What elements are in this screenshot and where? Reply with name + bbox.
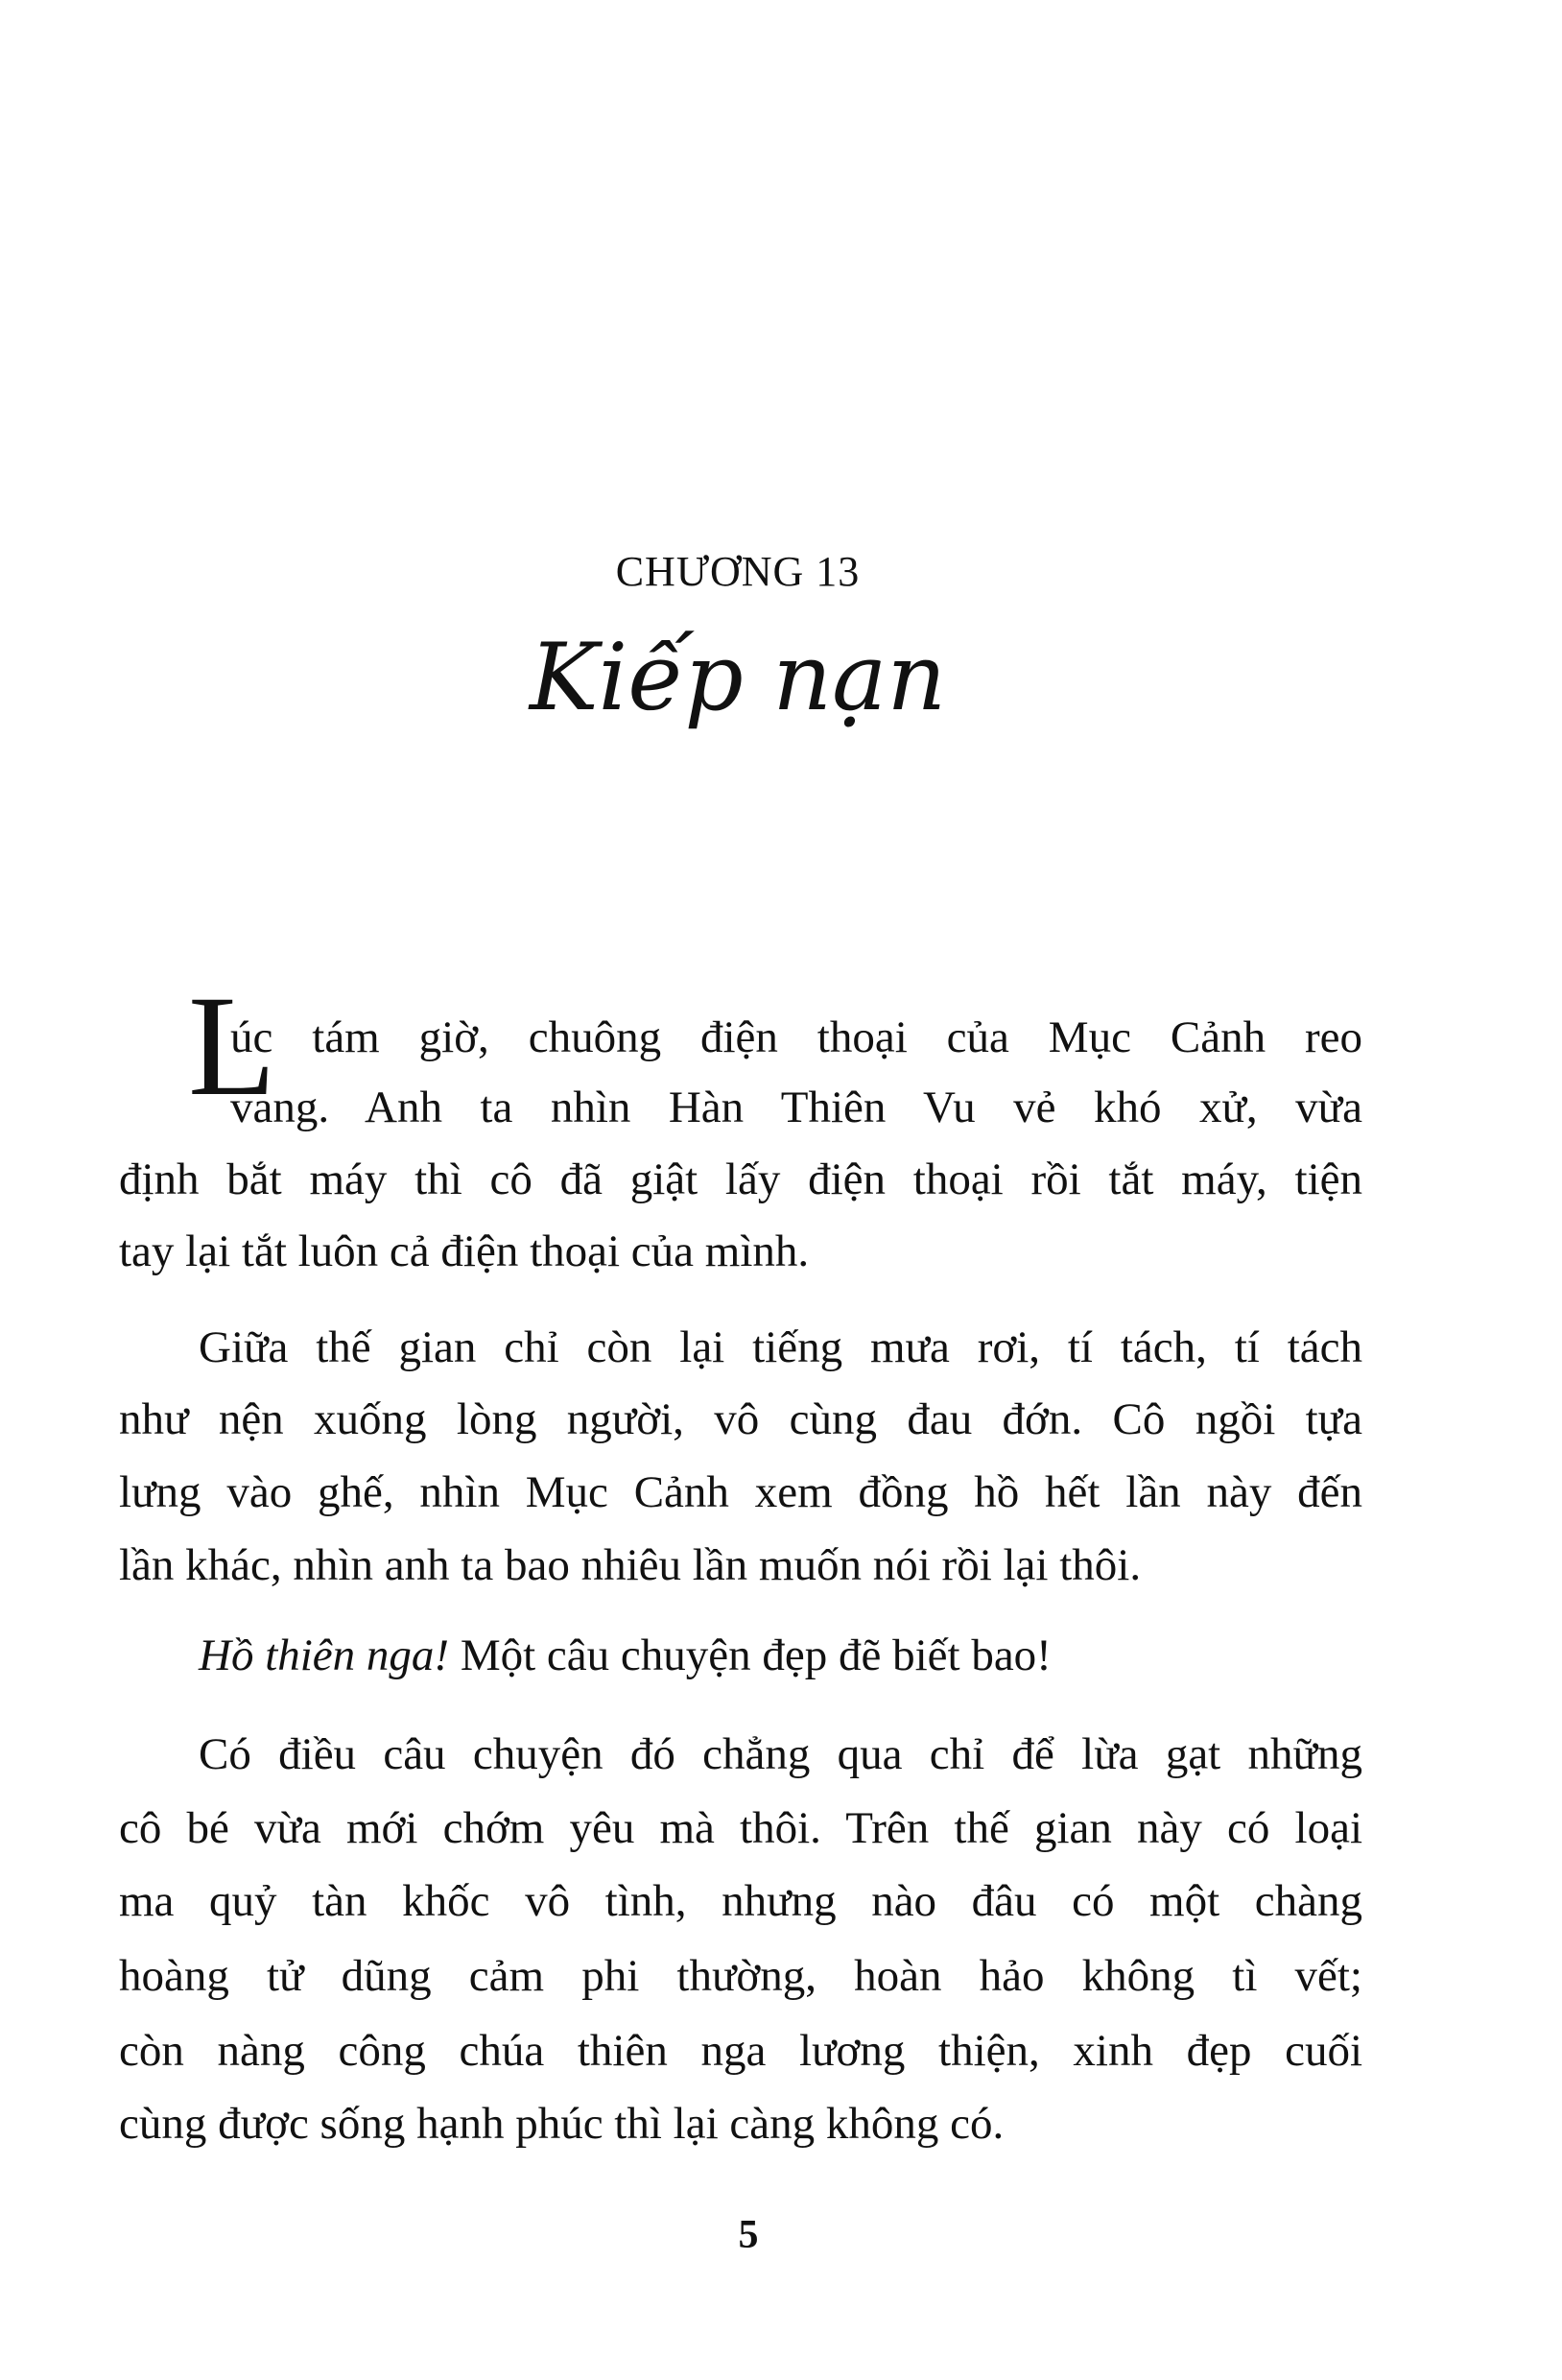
text-line — [199, 1620, 1362, 1692]
text-span: Một câu chuyện đẹp đẽ biết bao! — [449, 1630, 1052, 1680]
text-line: lưng vào ghế, nhìn Mục Cảnh xem đồng hồ hết lần này đến — [119, 1467, 1362, 1517]
italic-phrase: Hồ thiên nga! — [199, 1630, 450, 1680]
text-line: định bắt máy thì cô đã giật lấy điện thoại rồi tắt máy, tiện — [119, 1154, 1362, 1204]
text-line: tay lại tắt luôn cả điện thoại của mình. — [119, 1226, 810, 1276]
chapter-title: Kiếp nạn — [529, 624, 947, 731]
text-line: cô bé vừa mới chớm yêu mà thôi. Trên thế gian này có loại — [119, 1803, 1362, 1853]
text-line: cùng được sống hạnh phúc thì lại càng không có. — [119, 2099, 1005, 2149]
text-line: Giữa thế gian chỉ còn lại tiếng mưa rơi, tí tách, tí tách — [199, 1322, 1362, 1372]
text-line: úc tám giờ, chuông điện thoại của Mục Cảnh reo — [230, 1012, 1362, 1062]
text-line: còn nàng công chúa thiên nga lương thiện, xinh đẹp cuối — [119, 2026, 1362, 2076]
page-number: 5 — [738, 2213, 759, 2257]
text-line: Có điều câu chuyện đó chẳng qua chỉ để lừa gạt những — [199, 1729, 1362, 1779]
text-line: ma quỷ tàn khốc vô tình, nhưng nào đâu có một chàng — [119, 1876, 1362, 1926]
drop-cap: L — [188, 966, 276, 1126]
chapter-label: CHƯƠNG 13 — [615, 548, 861, 595]
text-line: lần khác, nhìn anh ta bao nhiêu lần muốn nói rồi lại thôi. — [119, 1540, 1142, 1590]
text-line: vang. Anh ta nhìn Hàn Thiên Vu vẻ khó xử, vừa — [230, 1083, 1362, 1132]
text-line: như nện xuống lòng người, vô cùng đau đớn. Cô ngồi tựa — [119, 1394, 1362, 1444]
text-line: hoàng tử dũng cảm phi thường, hoàn hảo không tì vết; — [119, 1951, 1362, 2001]
